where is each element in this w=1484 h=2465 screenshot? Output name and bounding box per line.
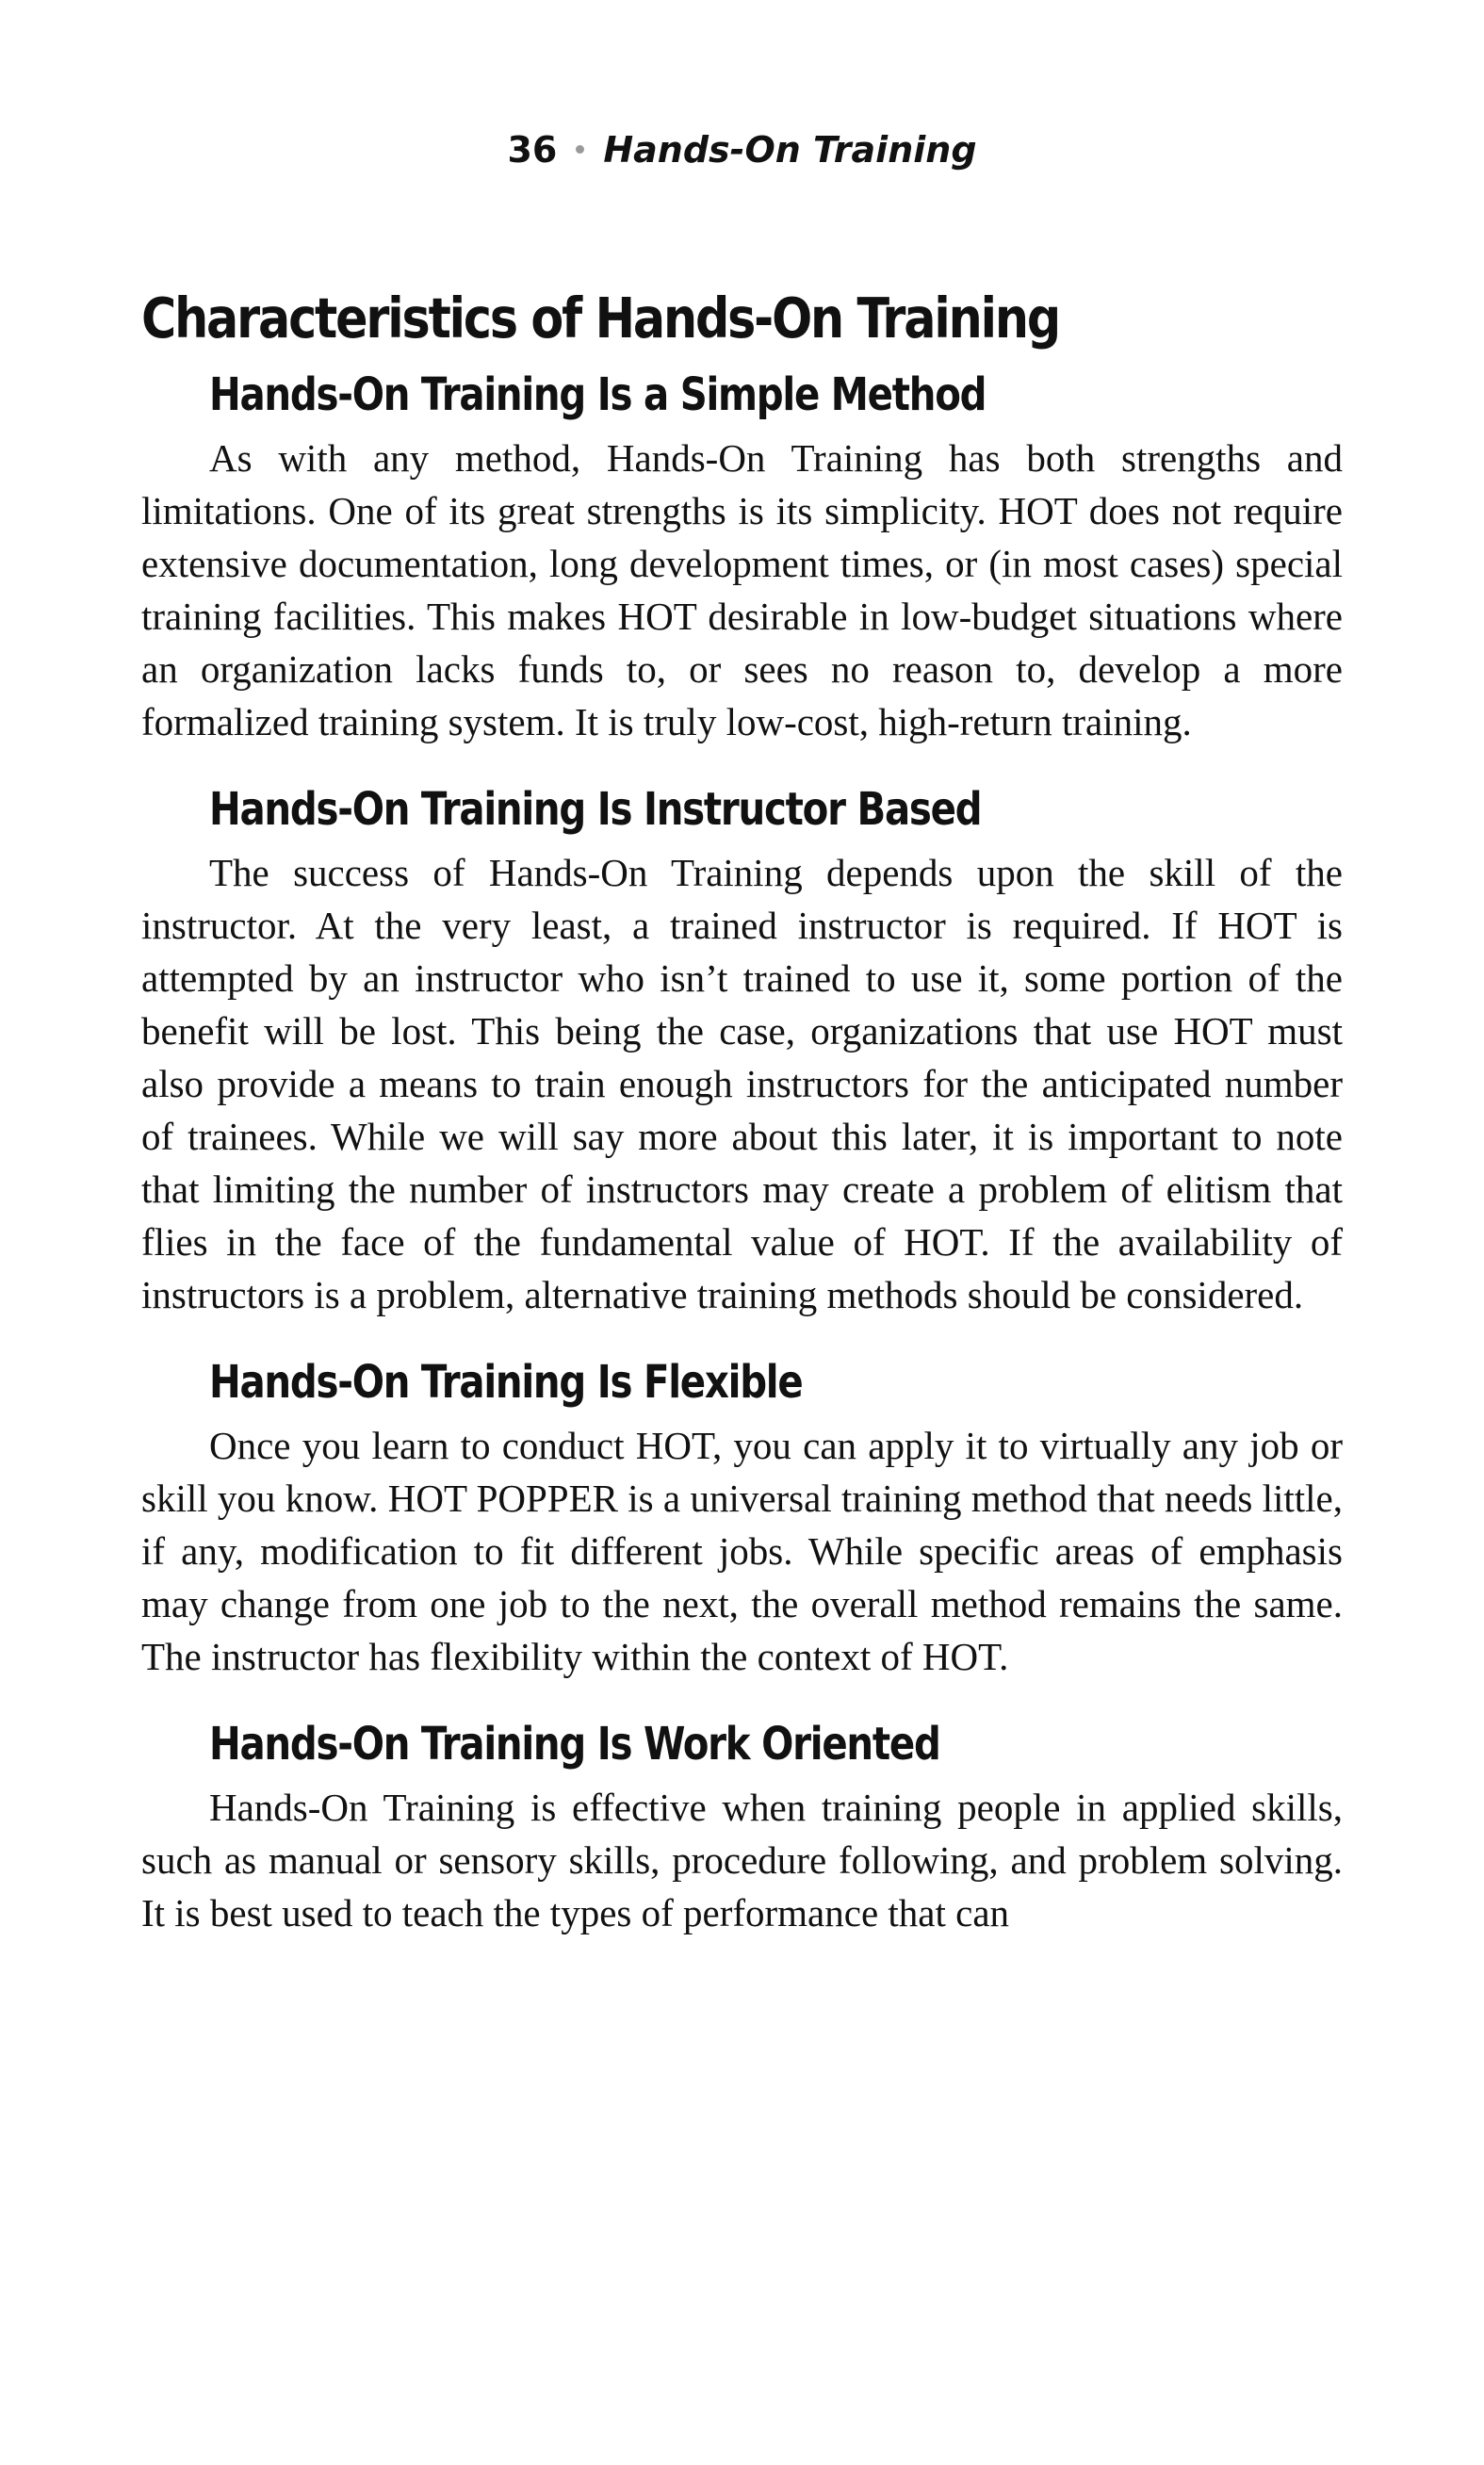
page-number: 36 bbox=[507, 129, 558, 171]
running-head-title: Hands-On Training bbox=[603, 129, 977, 171]
section-heading-instructor-based: Hands-On Training Is Instructor Based bbox=[209, 783, 982, 836]
section-heading-flexible: Hands-On Training Is Flexible bbox=[209, 1356, 803, 1409]
section-paragraph-instructor-based: The success of Hands-On Training depends upon the skill of the instructor. At the very least, a trained instructor is required. If HOT is attempted by an instructor who isn’t trained to use it, some portion of the benefit will be lost. This being the case, organizations that use HOT must also provide a means to train enough instructors for the anticipated number of trainees. While we will say more about this later, it is important to note that limiting the number of instructors may create a problem of elitism that flies in the face of the fundamental value of HOT. If the availability of instructors is a problem, alternative training methods should be considered. bbox=[141, 851, 1343, 1316]
chapter-heading: Characteristics of Hands-On Training bbox=[141, 286, 1060, 351]
section-heading-simple-method: Hands-On Training Is a Simple Method bbox=[209, 368, 987, 421]
section-paragraph-work-oriented: Hands-On Training is effective when training people in applied skills, such as manual or sensory skills, procedure following, and problem solving. It is best used to teach the types of performance that can bbox=[141, 1786, 1343, 1934]
section-heading-work-oriented: Hands-On Training Is Work Oriented bbox=[209, 1718, 940, 1771]
bullet-separator-icon bbox=[576, 145, 584, 154]
section-paragraph-simple-method: As with any method, Hands-On Training has both strengths and limitations. One of its great strengths is its simplicity. HOT does not require extensive documentation, long development times, or (in most cases) special training facilities. This makes HOT desirable in low-budget situations where an organization lacks funds to, or sees no reason to, develop a more formalized training system. It is truly low-cost, high-return training. bbox=[141, 436, 1343, 743]
section-paragraph-flexible: Once you learn to conduct HOT, you can apply it to virtually any job or skill you know. HOT POPPER is a universal training method that needs little, if any, modification to fit different jobs. While specific areas of emphasis may change from one job to the next, the overall method remains the same. The instructor has flexibility within the context of HOT. bbox=[141, 1424, 1343, 1678]
running-head bbox=[0, 129, 1484, 171]
page-content bbox=[141, 281, 1343, 1939]
